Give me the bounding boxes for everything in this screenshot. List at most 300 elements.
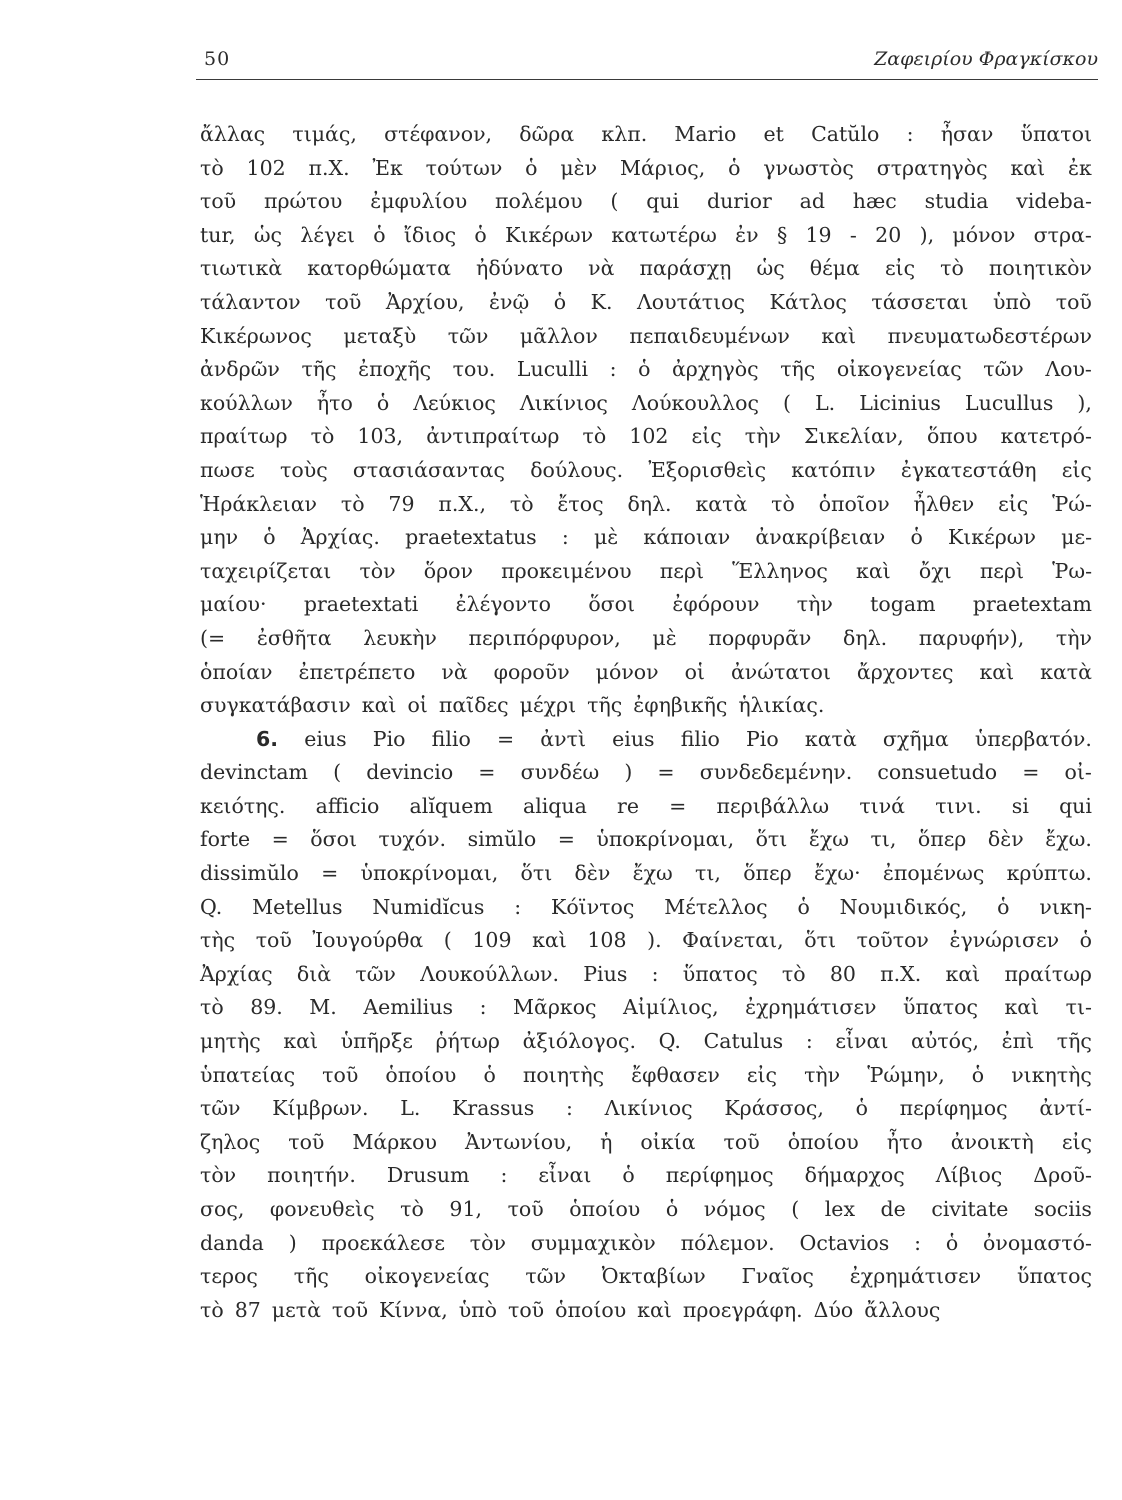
word: εἰς: [1061, 457, 1092, 482]
word: ὅτι: [520, 861, 553, 886]
word: στρατηγὸς: [876, 155, 988, 180]
word: εἰς: [884, 256, 916, 281]
word: τούτων: [425, 155, 503, 180]
word: μᾶλλον: [519, 323, 598, 348]
word: τυχόν.: [378, 827, 447, 852]
word: κάποιαν: [643, 525, 731, 550]
word: Drusum: [386, 1163, 470, 1188]
word: τὴν: [796, 592, 833, 617]
word: ὡς: [253, 222, 283, 247]
word: πραίτωρ: [1004, 961, 1092, 986]
word: τοῦ: [723, 1129, 760, 1154]
word: ὁ: [553, 289, 567, 314]
text-line: [200, 353, 1092, 387]
word: ): [624, 760, 633, 785]
word: Ῥώ-: [1052, 491, 1092, 516]
word: et: [763, 122, 784, 146]
word: ἦτο: [886, 1129, 923, 1154]
word: κατωτέρω: [611, 222, 717, 247]
word: 79: [388, 491, 415, 516]
word: =: [557, 827, 575, 852]
word: ὁ: [971, 1062, 985, 1087]
text-line: [200, 387, 1092, 421]
word: τάλαντον: [200, 289, 301, 314]
word: δούλους.: [530, 457, 624, 482]
word: ὕπατος: [1017, 1264, 1092, 1289]
text-line: [200, 857, 1092, 891]
word: τὸ: [582, 424, 607, 449]
word: re: [617, 793, 639, 818]
word: ὅρον: [423, 558, 473, 583]
word: Aemilius: [363, 995, 454, 1020]
word: ἐπομένως: [882, 861, 985, 886]
text-line: [200, 152, 1092, 186]
word: Q.: [658, 1029, 681, 1054]
text-line: [200, 1159, 1092, 1193]
word: forte: [200, 827, 251, 852]
word: Ῥω-: [1052, 558, 1092, 583]
word: σος,: [200, 1197, 245, 1221]
word: Lucullus: [965, 390, 1054, 415]
word: ἐγνώρισεν: [949, 928, 1060, 953]
word: τῶν: [983, 357, 1024, 382]
word: τὸ: [200, 995, 224, 1020]
text-line: [200, 420, 1092, 454]
word: εἰς: [691, 424, 722, 449]
word: de: [880, 1197, 906, 1221]
word: καὶ: [1010, 155, 1046, 180]
word: ἔφθασεν: [631, 1062, 720, 1087]
word: =: [271, 827, 289, 852]
word: praetextam: [972, 592, 1092, 617]
word: :: [805, 1029, 813, 1054]
text-line: [200, 656, 1092, 690]
word: ὁποίου: [385, 1062, 457, 1087]
word: ἀντὶ: [540, 726, 586, 751]
word: eius: [612, 726, 655, 751]
word: ποιητὴς: [522, 1062, 605, 1087]
word: ἦσαν: [940, 122, 994, 146]
word: ἐπὶ: [1001, 1029, 1035, 1054]
word: πωσε: [200, 457, 255, 482]
word: studia: [924, 189, 989, 214]
word: afficio: [315, 793, 380, 818]
word: Κίννα,: [379, 1297, 448, 1322]
word: εἰς: [746, 1062, 777, 1087]
word: καὶ: [945, 961, 981, 986]
word: ἐχρημάτισεν: [745, 995, 877, 1020]
word: μητὴς: [200, 1029, 261, 1054]
word: εἶναι: [538, 1163, 592, 1188]
word: :: [561, 525, 569, 550]
word: τῆς: [1056, 1029, 1092, 1054]
word: Pio: [746, 726, 779, 751]
word: 87: [234, 1297, 261, 1322]
word: 102: [629, 424, 669, 449]
word: §: [776, 222, 788, 247]
word: οἱ: [684, 659, 705, 684]
word: ἀξιόλογος.: [522, 1029, 637, 1054]
word: ποιητικὸν: [988, 256, 1092, 281]
word: eius: [304, 726, 347, 751]
word: δὲν: [574, 861, 611, 886]
word: ἡλικίας.: [738, 693, 825, 718]
word: Numidĭcus: [372, 894, 485, 919]
word: ἐποχῆς: [358, 357, 432, 382]
word: ὕπατος: [682, 961, 758, 986]
word: Λικίνιος: [519, 390, 608, 415]
word: τοῦ: [322, 1062, 359, 1087]
text-line: [200, 1059, 1092, 1093]
word: τινι.: [935, 793, 982, 818]
word: Λου-: [1045, 357, 1092, 382]
text-line: [200, 1092, 1092, 1126]
word: δὲν: [987, 827, 1024, 852]
word: =: [478, 760, 496, 785]
text-line: [200, 521, 1092, 555]
word: Pio: [372, 726, 406, 751]
word: προκειμένου: [501, 558, 632, 583]
word: ὁ: [622, 1163, 635, 1188]
word: (: [333, 760, 342, 785]
word: π.Χ.: [308, 155, 350, 180]
word: ὁ: [483, 1062, 496, 1087]
word: μαίου·: [200, 592, 267, 617]
text-line: [200, 790, 1092, 824]
word: περιβάλλω: [716, 793, 830, 818]
word: οἰ-: [1064, 760, 1092, 785]
text-line: [200, 1126, 1092, 1160]
word: ἔχω: [808, 827, 849, 852]
word: τὸ: [400, 1197, 424, 1221]
word: περιπόρφυρον,: [468, 625, 621, 650]
body-text: [200, 118, 1092, 1327]
word: ἐλέγοντο: [455, 592, 552, 617]
word: Ἡράκλειαν: [200, 491, 318, 516]
word: συμμαχικὸν: [530, 1230, 656, 1255]
word: Licinius: [859, 390, 941, 415]
word: =: [669, 793, 687, 818]
word: καὶ: [637, 1297, 672, 1322]
word: ὁποίαν: [200, 659, 273, 684]
word: ἴδιος: [403, 222, 457, 247]
word: (: [791, 1197, 800, 1221]
word: πόλεμον.: [680, 1230, 775, 1255]
word: filio: [431, 726, 471, 751]
word: Ἀρχίου,: [385, 289, 465, 314]
word: simŭlo: [467, 827, 537, 852]
word: alĭquem: [409, 793, 493, 818]
word: Λεύκιος: [413, 390, 496, 415]
word: τοῦ: [255, 928, 292, 953]
word: ἐν: [735, 222, 759, 247]
section-number: 6.: [256, 726, 279, 751]
word: ἄλλους: [864, 1297, 941, 1322]
word: danda: [200, 1230, 264, 1255]
word: τῆς: [780, 357, 816, 382]
word: si: [1011, 793, 1029, 818]
word: κατὰ: [695, 491, 748, 516]
word: ὕπατοι: [1020, 122, 1092, 146]
word: Mario: [674, 122, 737, 146]
word: aliqua: [522, 793, 587, 818]
word: τὸ: [200, 1297, 224, 1322]
word: -: [849, 222, 857, 247]
word: καὶ: [1004, 995, 1040, 1020]
word: ὁ: [728, 155, 741, 180]
word: ἠδύνατο: [476, 256, 564, 281]
word: Λικίνιος: [604, 1096, 693, 1121]
word: :: [609, 357, 617, 382]
word: ὄχι: [918, 558, 952, 583]
text-line: [200, 185, 1092, 219]
word: dissimŭlo: [200, 861, 299, 886]
word: δήμαρχος: [804, 1163, 905, 1188]
word: ἐχρημάτισεν: [849, 1264, 982, 1289]
word: videba-: [1016, 189, 1092, 214]
word: ἀντιπραίτωρ: [426, 424, 560, 449]
word: 109: [472, 928, 512, 953]
word: ἀρχηγὸς: [671, 357, 759, 382]
word: κούλλων: [200, 390, 293, 415]
word: τοῦτον: [856, 928, 929, 953]
word: 19: [805, 222, 832, 247]
word: κειότης.: [200, 793, 286, 818]
word: περίφημος: [665, 1163, 774, 1188]
word: ἔχω.: [1045, 827, 1092, 852]
word: Κικέρων: [505, 222, 594, 247]
word: 80: [829, 961, 856, 986]
word: π.Χ.,: [438, 491, 486, 516]
word: ἀντί-: [1039, 1096, 1092, 1121]
word: καὶ: [532, 928, 567, 953]
word: Λούκουλλος: [631, 390, 759, 415]
word: ῥήτωρ: [435, 1029, 500, 1054]
word: Catulus: [703, 1029, 784, 1054]
word: ὅτι: [804, 928, 836, 953]
word: παῖδες: [438, 693, 509, 718]
word: ὅπερ: [743, 861, 792, 886]
word: Catŭlo: [811, 122, 880, 146]
word: τὸ: [200, 155, 224, 180]
word: Octavios: [799, 1230, 890, 1255]
word: ὅσοι: [310, 827, 358, 852]
text-line: [200, 118, 1092, 152]
word: ὀνομαστό-: [983, 1230, 1092, 1255]
word: τῆς: [301, 357, 337, 382]
word: 20: [875, 222, 902, 247]
word: lex: [824, 1197, 855, 1221]
word: συνδεδεμένην.: [699, 760, 853, 785]
word: ὁ: [855, 1096, 868, 1121]
word: κατὰ: [1040, 659, 1092, 684]
word: τάσσεται: [871, 289, 969, 314]
word: τὸν: [469, 1230, 506, 1255]
word: ὁποῖον: [818, 491, 890, 516]
word: καὶ: [361, 693, 397, 718]
word: Σικελίαν,: [804, 424, 904, 449]
word: Luculli: [516, 357, 589, 382]
word: ὑπὸ: [992, 289, 1032, 314]
word: ὁποίου: [569, 1197, 641, 1221]
word: ὁποίου: [555, 1297, 627, 1322]
word: consuetudo: [877, 760, 998, 785]
word: ἔτος: [557, 491, 604, 516]
word: ὑποκρίνομαι,: [596, 827, 735, 852]
word: =: [496, 726, 515, 751]
word: Metellus: [252, 894, 343, 919]
word: κλπ.: [601, 122, 648, 146]
word: tur,: [200, 222, 236, 247]
word: τοῦ: [200, 189, 237, 214]
word: praetextatus: [405, 525, 537, 550]
word: αὐτός,: [911, 1029, 980, 1054]
word: τοῦ: [325, 289, 362, 314]
word: :: [651, 961, 659, 986]
word: ὁ: [665, 1197, 679, 1221]
word: ὑποκρίνομαι,: [360, 861, 499, 886]
word: Δύο: [813, 1297, 854, 1322]
text-line: [200, 219, 1092, 253]
text-line: [200, 320, 1092, 354]
word: τι,: [695, 861, 721, 886]
word: Ἰουγούρθα: [312, 928, 424, 953]
word: παράσχῃ: [639, 256, 732, 281]
text-line: [200, 891, 1092, 925]
word: Λουτάτιος: [637, 289, 745, 314]
word: μόνον: [952, 222, 1016, 247]
word: οἱ: [407, 693, 428, 718]
word: τὸ: [310, 424, 335, 449]
text-line: [200, 1294, 1092, 1328]
word: Μέτελλος: [664, 894, 768, 919]
word: Ἀρχίας.: [300, 525, 380, 550]
word: ὁποίου: [787, 1129, 859, 1154]
word: μην: [200, 525, 239, 550]
word: Γναῖος: [741, 1264, 814, 1289]
word: ἀνοικτὴ: [950, 1129, 1034, 1154]
word: τῶν: [447, 323, 489, 348]
word: ἄλλας: [200, 122, 266, 146]
word: Pius: [583, 961, 628, 986]
word: Q.: [200, 894, 223, 919]
text-line: [200, 622, 1092, 656]
word: τοῦ: [508, 1297, 545, 1322]
word: Λουκούλλων.: [420, 961, 560, 986]
word: filio: [680, 726, 720, 751]
word: ὁ: [1079, 928, 1092, 953]
word: durior: [706, 189, 772, 214]
word: κατόπιν: [791, 457, 876, 482]
word: 91,: [449, 1197, 483, 1221]
word: ὅτι: [755, 827, 788, 852]
word: περίφημος: [899, 1096, 1008, 1121]
word: στασιάσαντας: [352, 457, 505, 482]
word: (: [443, 928, 452, 953]
word: εἰς: [1061, 1129, 1092, 1154]
word: τοῦ: [331, 1297, 369, 1322]
word: τι,: [870, 827, 897, 852]
word: praetextati: [303, 592, 419, 617]
word: togam: [870, 592, 936, 617]
word: ὑπερβατόν.: [974, 726, 1092, 751]
word: ὁ: [376, 390, 390, 415]
text-line: [200, 689, 1092, 723]
text-line: [200, 588, 1092, 622]
word: τὸν: [359, 558, 396, 583]
word: τῆς: [293, 1264, 329, 1289]
word: ἐπετρέπετο: [298, 659, 416, 684]
word: καὶ: [821, 323, 857, 348]
word: οἰκογενείας: [836, 357, 962, 382]
word: ποιητήν.: [267, 1163, 356, 1188]
word: qui: [1059, 793, 1092, 818]
word: με-: [1061, 525, 1092, 550]
word: ὁ: [910, 525, 923, 550]
word: Ἀντωνίου,: [464, 1129, 573, 1154]
word: Ἐξορισθεὶς: [648, 457, 767, 482]
word: ὁ: [638, 357, 651, 382]
word: τὸν: [200, 1163, 237, 1188]
word: ὕπατος: [903, 995, 978, 1020]
word: οἰκία: [640, 1129, 696, 1154]
word: τῶν: [525, 1264, 566, 1289]
word: τὸ: [940, 256, 964, 281]
word: πραίτωρ: [200, 424, 288, 449]
word: ἐκ: [1068, 155, 1092, 180]
word: διὰ: [296, 961, 332, 986]
word: ζηλος: [200, 1129, 261, 1154]
word: ὅπου: [926, 424, 978, 449]
word: ἦτο: [316, 390, 353, 415]
word: Κ.: [590, 289, 613, 314]
word: στέφανον,: [384, 122, 493, 146]
word: devincio: [366, 760, 454, 785]
word: δηλ.: [627, 491, 672, 516]
word: civitate: [931, 1197, 1009, 1221]
word: τιμάς,: [292, 122, 357, 146]
word: μέχρι: [519, 693, 577, 718]
word: προεκάλεσε: [321, 1230, 445, 1255]
text-line: [200, 723, 1092, 757]
text-line: [200, 991, 1092, 1025]
word: οἰκογενείας: [364, 1264, 490, 1289]
word: ἐμφυλίου: [370, 189, 468, 214]
word: Ἐκ: [372, 155, 403, 180]
word: Κικέρωνος: [200, 323, 312, 348]
word: τερος: [200, 1264, 258, 1289]
word: καὶ: [283, 1029, 319, 1054]
word: μεταξὺ: [343, 323, 417, 348]
word: ὁ: [797, 894, 810, 919]
word: Krassus: [452, 1096, 535, 1121]
word: πορφυρᾶν: [708, 625, 812, 650]
word: τινά: [859, 793, 906, 818]
word: Ὀκταβίων: [601, 1264, 706, 1289]
word: φοροῦν: [493, 659, 570, 684]
text-line: [200, 756, 1092, 790]
word: δηλ.: [843, 625, 888, 650]
word: M.: [309, 995, 337, 1020]
word: πεπαιδευμένων: [629, 323, 790, 348]
word: 103,: [357, 424, 404, 449]
word: ad: [799, 189, 825, 214]
word: ἀνακρίβειαν: [755, 525, 886, 550]
text-line: [200, 1025, 1092, 1059]
word: τοῦ: [507, 1197, 544, 1221]
text-line: [200, 958, 1092, 992]
text-line: [200, 252, 1092, 286]
